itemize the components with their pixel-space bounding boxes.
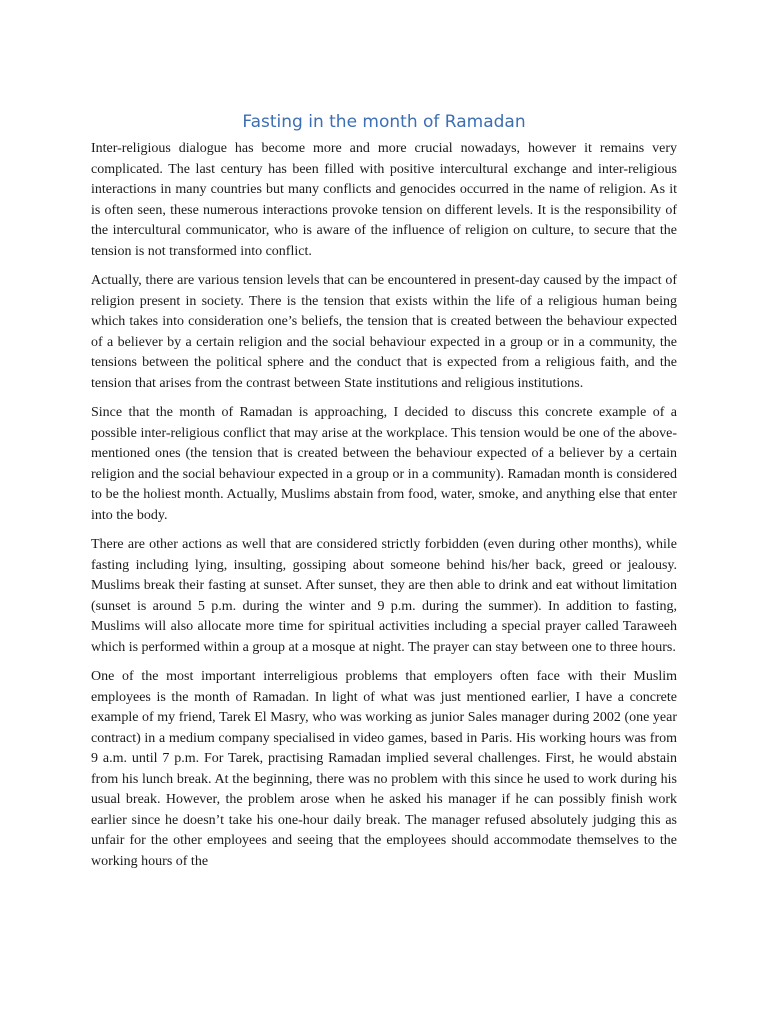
document-body	[91, 110, 677, 881]
document-title: Fasting in the month of Ramadan	[242, 112, 526, 132]
paragraph-tension-levels: Actually, there are various tension levels that can be encountered in present-day caused by the impact of religion present in society. There is the tension that exists within the life of a religious human being which takes into consideration one’s beliefs, the tension that is created between the behaviour expected of a believer by a certain religion and the social behaviour expected in a group or in a community, the tensions between the political sphere and the conduct that is expected from a religious faith, and the tension that arises from the contrast between State institutions and religious institutions.	[91, 273, 677, 391]
paragraph-forbidden-actions: There are other actions as well that are considered strictly forbidden (even during other months), while fasting including lying, insulting, gossiping about someone behind his/her back, greed or jealousy. Muslims break their fasting at sunset. After sunset, they are then able to drink and eat without limitation (sunset is around 5 p.m. during the winter and 9 p.m. during the summer). In addition to fasting, Muslims will also allocate more time for spiritual activities including a special prayer called Taraweeh which is performed within a group at a mosque at night. The prayer can stay between one to three hours.	[91, 537, 677, 655]
paragraph-intro: Inter-religious dialogue has become more and more crucial nowadays, however it remains very complicated. The last century has been filled with positive intercultural exchange and inter-religious interactions in many countries but many conflicts and genocides occurred in the name of religion. As it is often seen, these numerous interactions provoke tension on different levels. It is the responsibility of the intercultural communicator, who is aware of the influence of religion on culture, to secure that the tension is not transformed into conflict.	[91, 141, 677, 259]
paragraph-workplace-problem: One of the most important interreligious problems that employers often face with their Muslim employees is the month of Ramadan. In light of what was just mentioned earlier, I have a concrete example of my friend, Tarek El Masry, who was working as junior Sales manager during 2002 (one year contract) in a medium company specialised in video games, based in Paris. His working hours was from 9 a.m. until 7 p.m. For Tarek, practising Ramadan implied several challenges. First, he would abstain from his lunch break. At the beginning, there was no problem with this since he used to work during his usual break. However, the problem arose when he asked his manager if he can possibly finish work earlier since he doesn’t take his one-hour daily break. The manager refused absolutely judging this as unfair for the other employees and seeing that the employees should accommodate themselves to the working hours of the	[91, 669, 677, 869]
paragraph-ramadan-example: Since that the month of Ramadan is approaching, I decided to discuss this concrete example of a possible inter-religious conflict that may arise at the workplace. This tension would be one of the above-mentioned ones (the tension that is created between the behaviour expected of a believer by a certain religion and the social behaviour expected in a group or in a community). Ramadan month is considered to be the holiest month. Actually, Muslims abstain from food, water, smoke, and anything else that enter into the body.	[91, 405, 677, 523]
